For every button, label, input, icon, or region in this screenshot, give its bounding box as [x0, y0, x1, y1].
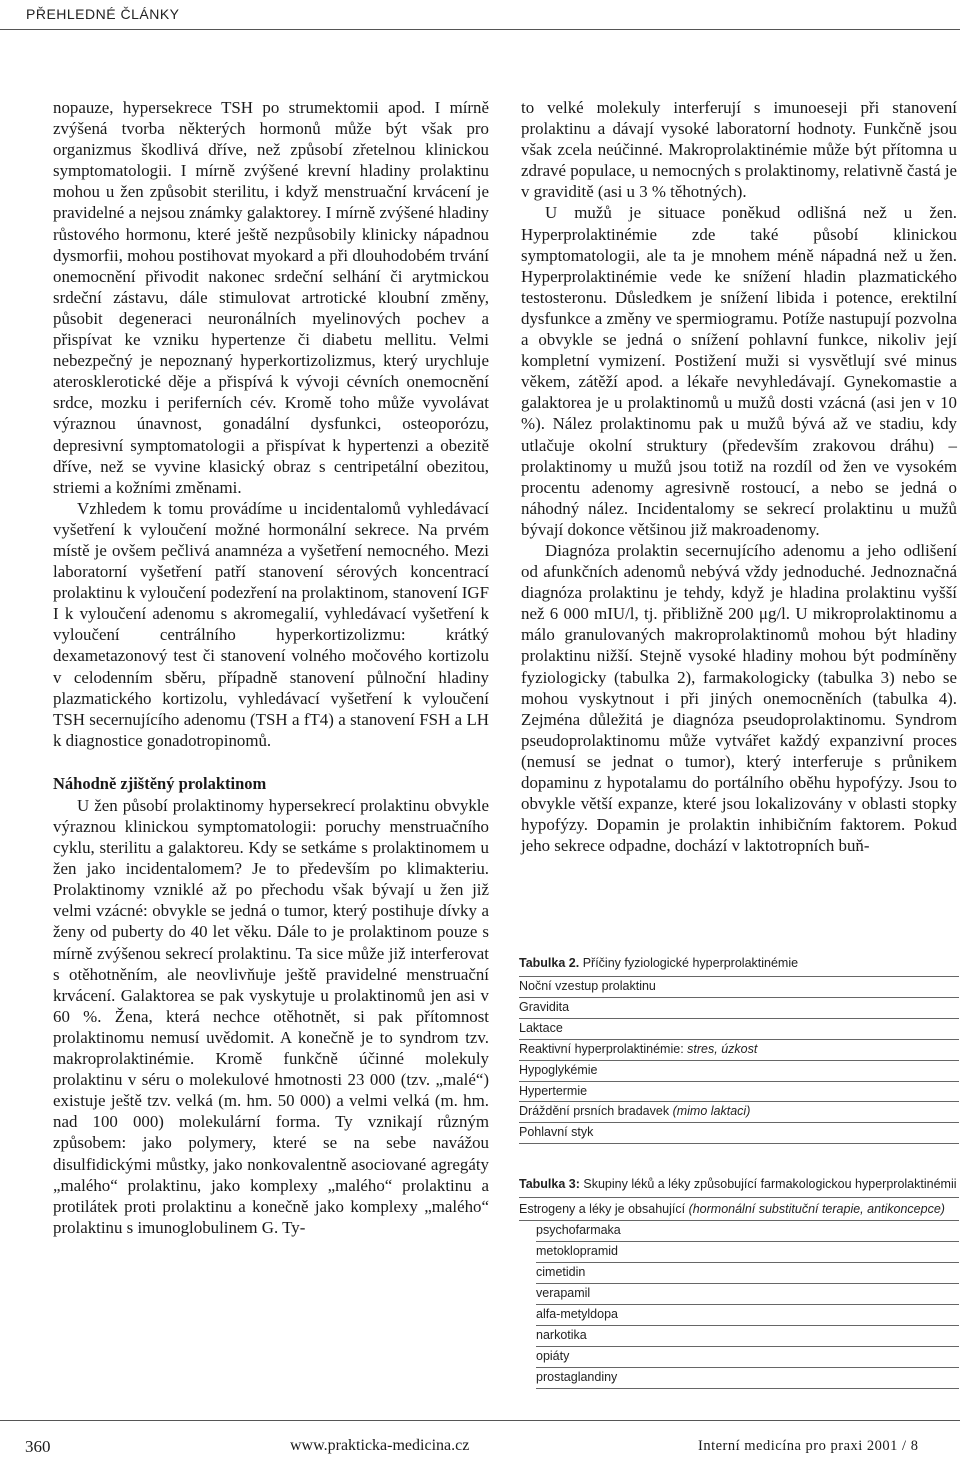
table-row: Laktace — [519, 1019, 959, 1040]
table-3 — [519, 1176, 959, 1388]
table-cell-italic: (hormonální substituční terapie, antikoncepce) — [688, 1202, 945, 1217]
website-link[interactable]: www.prakticka-medicina.cz — [290, 1437, 470, 1454]
table-2 — [519, 955, 959, 1144]
page-number: 360 — [25, 1437, 51, 1456]
table-row: prostaglandiny — [536, 1368, 959, 1389]
table-row: Noční vzestup prolaktinu — [519, 976, 959, 998]
table-title: Skupiny léků a léky způsobující farmakologickou hyperprolaktinémii — [583, 1177, 957, 1192]
table-row — [519, 1102, 959, 1123]
table-cell: Reaktivní hyperprolaktinémie: — [519, 1041, 684, 1056]
table-cell-italic: (mimo laktaci) — [672, 1104, 751, 1119]
left-column — [53, 97, 489, 1238]
section-label: PŘEHLEDNÉ ČLÁNKY — [26, 6, 180, 22]
table-label: Tabulka 2. — [519, 956, 580, 970]
journal-citation: Interní medicína pro praxi 2001 / 8 — [698, 1438, 919, 1454]
paragraph: to velké molekuly interferují s imunoeseji při stanovení prolaktinu a dávají vysoké laboratorní hodnoty. Funkčně jsou však zcela neúčinné. Makroprolaktinémie může být přítomna u zdravé populace, u nemocných s prolaktinomy, relativně častá je v graviditě (asi u 3 % těhotných). — [521, 98, 958, 202]
paragraph: Diagnóza prolaktin secernujícího adenomu a jeho odlišení od afunkčních adenomů nebývá vždy jednoduché. Jednoznačná diagnóza prolaktinu je tehdy, když je hladina prolaktinu vyšší než 6 000 mIU/l, tj. přibližně 200 μg/l. U mikroprolaktinomu a málo granulovaných makroprolaktinomů mohou být hladiny prolaktinu nižší. Stejně vysoké hladiny mohou být podmíněny fyziologicky (tabulka 2), farmakologicky (tabulka 3) nebo se mohou vyskytnout i při jiných onemocněních (tabulka 4). Zejména důležitá je diagnóza pseudoprolaktinomu. Syndrom pseudoprolaktinomu může vytvářet každý expanzivní proces (nemusí se jednat o tumor), který interferuje s průnikem dopaminu z hypotalamu do portálního oběhu hypofýzy. Jsou to obvykle větší expanze, které jsou lokalizovány v oblasti stopky hypofýzy. Dopamin je prolaktin inhibičním faktorem. Pokud jeho sekrece odpadne, dochází v laktotropních buň- — [521, 540, 957, 856]
table-cell-italic: stres, úzkost — [687, 1041, 758, 1056]
table-row: opiáty — [536, 1347, 959, 1368]
paragraph: U žen působí prolaktinomy hypersekrecí prolaktinu obvykle výraznou klinickou symptomatologii: poruchy menstruačního cyklu, sterilitu a galaktoreu. Kdy se setkáme s prolaktinomem u žen jako incidentalomem? Je to především po klimakteriu. Prolaktinomy vzniklé až po přechodu však bývají u žen již velmi vzácné: obvykle se jedná o tumor, který postihuje dívky a ženy od puberty do 40 let věku. Dále to je prolaktinom pouze s mírně zvýšenou sekrecí prolaktinu. Ta sice může již interferovat s otěhotněním, ale neovlivňuje ještě pravidelné menstruační krvácení. Galaktorea se pak vyskytuje u prolaktinomů jen asi v 60 %. Žena, která nechce otěhotnět, si pak přítomnost prolaktinomu nemusí uvědomit. A konečně je to syndrom tzv. makroprolaktinémie. Kromě funkčně účinné molekuly prolaktinu v séru o molekulové hmotnosti 23 000 (tzv. „malé“) existuje ještě tzv. velká (m. hm. 50 000) a velmi velká (m. hm. nad 100 000) molekulární forma. Ty vznikají různým způsobem: jako polymery, které se na sebe navážou disulfidickými můstky, jako nonkovalentně asociované agregáty „malého“ prolaktinu, jako komplexy „malého“ prolaktinu a protilátek proti prolaktinu a konečně jako komplexy „malého“ prolaktinu s imunoglobulinem G. Ty- — [53, 795, 489, 1237]
table-row: verapamil — [536, 1284, 959, 1305]
table-caption — [519, 1176, 959, 1197]
table-row: narkotika — [536, 1326, 959, 1347]
table-header-row — [519, 1197, 959, 1221]
table-row: metoklopramid — [536, 1242, 959, 1263]
footer-rule — [0, 1420, 960, 1421]
table-cell: Estrogeny a léky je obsahující — [519, 1202, 686, 1217]
table-row: Gravidita — [519, 998, 959, 1019]
section-heading: Náhodně zjištěný prolaktinom — [53, 773, 267, 793]
header-rule — [0, 29, 960, 30]
table-row — [519, 1040, 959, 1061]
page-header — [0, 0, 960, 30]
tables-area — [519, 955, 959, 1389]
right-column — [521, 97, 957, 856]
paragraph: Vzhledem k tomu provádíme u incidentalomů vyhledávací vyšetření k vyloučení možné hormonální sekrece. Na prvém místě je ovšem pečlivá anamnéza a vyšetření nemocného. Mezi laboratorní vyšetření patří stanovení sérových koncentrací prolaktinu k vyloučení podezření na prolaktinom, stanovení IGF I k vyloučení adenomu s akromegalií, vyhledávací vyšetření k vyloučení centrálního hyperkortizolizmu: krátký dexametazonový test či stanovení volného močového kortizolu v celodenním sběru, případně stanovení půlnoční hladiny plazmatického kortizolu, vyhledávací vyšetření k vyloučení TSH secernujícího adenomu (TSH a fT4) a stanovení FSH a LH k diagnostice gonadotropinomů. — [53, 498, 489, 750]
table-row: alfa-metyldopa — [536, 1305, 959, 1326]
page-footer — [0, 1437, 960, 1459]
table-row: Hypertermie — [519, 1082, 959, 1103]
paragraph: nopauze, hypersekrece TSH po strumektomii apod. I mírně zvýšená tvorba některých hormonů může být však pro organizmus škodlivá dříve, než způsobí zřetelnou klinickou symptomatologii. I mírně zvýšené krevní hladiny prolaktinu mohou u žen způsobit sterilitu, i když menstruační krvácení je pravidelné a nejsou známky galaktorey. I mírně zvýšené hladiny růstového hormonu, které ještě nezpůsobily klinicky nápadnou dysmorfii, mohou postihovat myokard a při dlouhodobém trvání onemocnění přivodit nakonec srdeční selhání či arytmickou srdeční zástavu, dále stimulovat artrotické kloubní změny, působit degeneraci neuronálních myelinových pochev a přispívat ke vzniku hypertenze či diabetu mellitu. Velmi nebezpečný je nepoznaný hyperkortizolizmus, který urychluje aterosklerotické děje a přispívá k vývoji cévních onemocnění srdce, mozku i periferních cév. Kromě toho může vyvolávat výraznou únavnost, gonadální dysfunkci, osteoporózu, depresivní symptomatologii a přispívat k hypertenzi a obezitě dříve, než se vyvine klasický obraz s centripetální obezitou, striemi a kožními změnami. — [53, 98, 489, 497]
table-caption — [519, 955, 959, 976]
table-cell: Dráždění prsních bradavek — [519, 1104, 670, 1119]
table-row: cimetidin — [536, 1263, 959, 1284]
table-row: psychofarmaka — [536, 1221, 959, 1242]
table-row: Hypoglykémie — [519, 1061, 959, 1082]
paragraph: U mužů je situace poněkud odlišná než u žen. Hyperprolaktinémie zde také působí klinickou symptomatologii, ale ta je mnohem méně nápadná než u žen. Hyperprolaktinémie vede ke snížení hladin plazmatického testosteronu. Důsledkem je snížení libida i potence, erektilní dysfunkce a změny ve spermiogramu. Potíže nastupují pozvolna a obvykle se jedná o snížení pohlavní funkce, nikoliv její kompletní vymizení. Postižení muži si vysvětlují své minus věkem, zátěží apod. a lékaře nevyhledávají. Gynekomastie a galaktorea je u prolaktinomů u mužů dosti vzácná (asi jen v 10 %). Nález prolaktinomu pak u mužů bývá až ve stadiu, kdy utlačuje okolní struktury (především zrakovou dráhu) – prolaktinomy u mužů jsou totiž na rozdíl od žen ve vysokém procentu adenomy agresivně rostoucí, a nebo se jedná o náhodný nález. Incidentalomy se sekrecí prolaktinu u mužů bývají dokonce většinou již makroadenomy. — [521, 203, 957, 539]
table-title: Příčiny fyziologické hyperprolaktinémie — [582, 956, 799, 970]
table-row: Pohlavní styk — [519, 1123, 959, 1144]
table-label: Tabulka 3: — [519, 1177, 580, 1192]
